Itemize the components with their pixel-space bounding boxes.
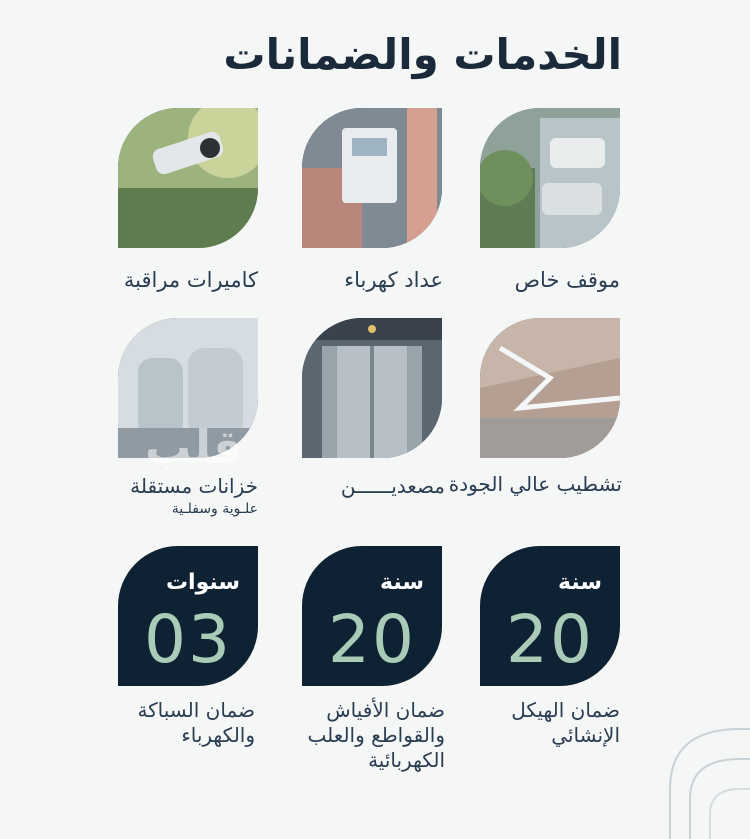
- guarantee-unit: سنة: [380, 570, 424, 595]
- service-label-elevators: مصعديــــــن: [340, 474, 445, 498]
- service-sublabel-tanks: علـوية وسفلـية: [171, 501, 258, 517]
- service-label-parking: موقف خاص: [514, 268, 620, 292]
- service-label-finishing: تشطيب عالي الجودة: [448, 472, 622, 496]
- parking-image: [480, 108, 620, 248]
- guarantee-label-structure: ضمان الهيكل الإنشائي: [511, 698, 620, 747]
- service-label-tanks: خزانات مستقلة: [130, 474, 258, 498]
- service-label-meter: عداد كهرباء: [344, 268, 443, 292]
- elevator-image: [302, 318, 442, 458]
- camera-image: [118, 108, 258, 248]
- guarantee-label-electrical: ضمان الأفياش والقواطع والعلب الكهربائية: [307, 698, 445, 772]
- guarantee-years: 20: [506, 601, 594, 678]
- guarantee-unit: سنوات: [165, 570, 240, 595]
- guarantee-electrical-card: [302, 546, 442, 686]
- guarantee-label-plumbing: ضمان السباكة والكهرباء: [137, 698, 255, 747]
- page-title: الخدمات والضمانات: [223, 30, 622, 79]
- guarantee-unit: سنة: [558, 570, 602, 595]
- electric-meter-image: [302, 108, 442, 248]
- guarantee-plumbing-card: [118, 546, 258, 686]
- guarantee-years: 03: [144, 601, 232, 678]
- corner-decoration: [660, 719, 750, 839]
- guarantee-structure-card: [480, 546, 620, 686]
- finishing-image: [480, 318, 620, 458]
- service-label-camera: كاميرات مراقبة: [123, 268, 258, 292]
- guarantee-years: 20: [328, 601, 416, 678]
- watermark-logo: قلب: [145, 420, 243, 474]
